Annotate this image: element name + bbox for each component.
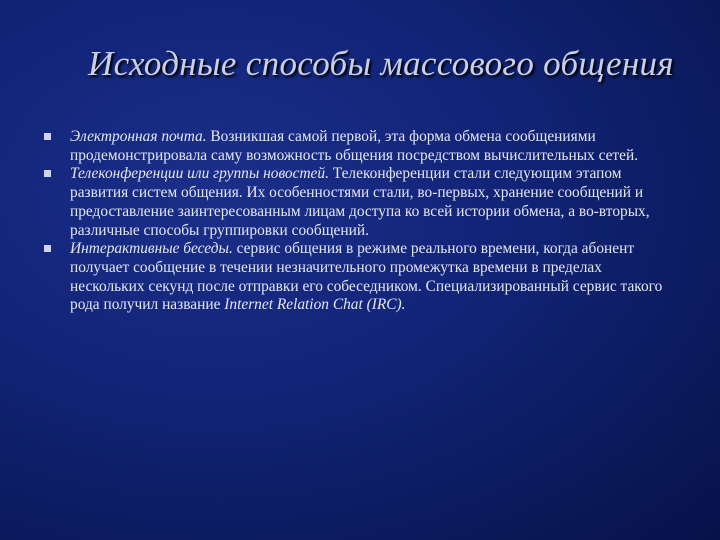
- list-item-chat: [44, 240, 674, 315]
- list-item-email: [44, 128, 674, 165]
- item-term: Интерактивные беседы.: [70, 240, 233, 258]
- square-bullet-icon: [44, 170, 51, 177]
- item-term: Телеконференции или группы новостей.: [70, 165, 329, 183]
- square-bullet-icon: [44, 245, 51, 252]
- item-text: Телеконференции стали следующим этапом развития систем общения. Их особенностями стали, во-первых, хранение сообщений и предоставление заинтересованным лицам доступа ко всей истории обмена, а во-вторых, различные способы группировки сообщений.: [70, 165, 650, 239]
- slide-title: Исходные способы массового общения: [88, 44, 674, 83]
- item-emphasis: Internet Relation Chat (IRC).: [224, 296, 406, 314]
- square-bullet-icon: [44, 133, 51, 140]
- item-text: Возникшая самой первой, эта форма обмена сообщениями продемонстрировала саму возможность общения посредством вычислительных сетей.: [70, 128, 639, 164]
- item-text: сервис общения в режиме реального времени, когда абонент получает сообщение в течении незначительного промежутка времени в пределах нескольких секунд после отправки его собеседником. Специализированный сервис такого рода получил название: [70, 240, 663, 314]
- bullet-list: [44, 128, 674, 315]
- list-item-teleconferences: [44, 165, 674, 240]
- item-term: Электронная почта.: [70, 128, 207, 145]
